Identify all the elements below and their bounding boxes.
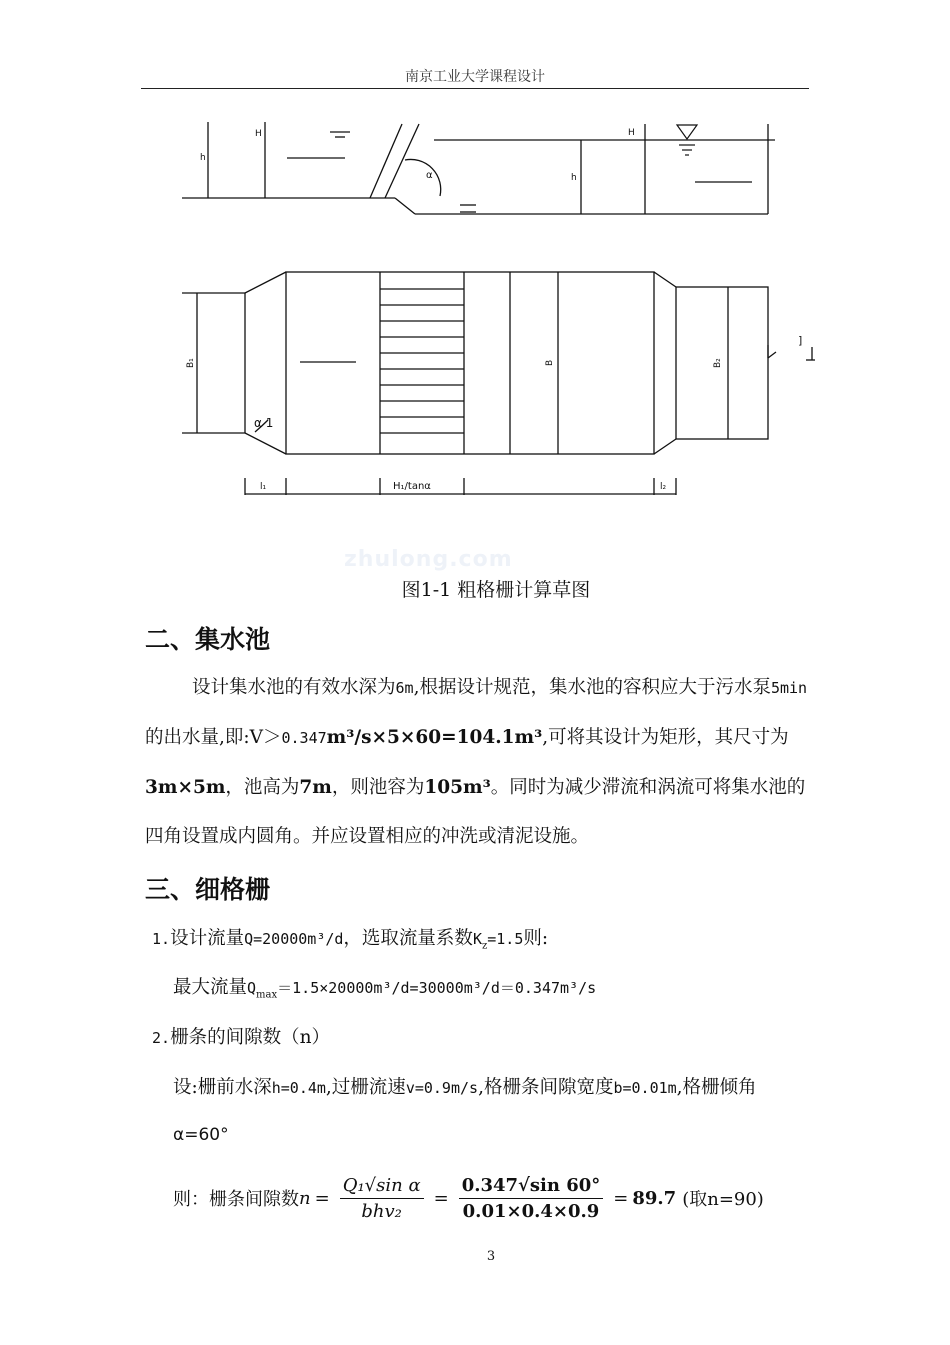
label-l2: l₂ (660, 482, 667, 492)
alpha-line: α=60° (173, 1125, 229, 1145)
label-B1: B₁ (186, 358, 196, 368)
figure-caption: 图1-1 粗格栅计算草图 (401, 579, 591, 601)
elev-drop (395, 198, 415, 214)
label-B: B (545, 359, 555, 366)
plan-taper-in-top (245, 272, 286, 293)
label-H-left: H (255, 129, 262, 139)
label-alpha1: α 1 (254, 416, 274, 430)
label-h-left: h (200, 153, 206, 163)
section-heading-collection-tank: 二、集水池 (145, 625, 271, 654)
plan-grid-bars (380, 289, 464, 433)
plan-taper-out-top (654, 272, 676, 287)
section-heading-fine-screen: 三、细格栅 (145, 875, 271, 904)
gap-count-formula: 则：栅条间隙数 n = $\frac{\text{Q₁√sin α}}{\text{bhv₂}}$ = $\frac{0.347√\sin 60^\circ}{0.01\times 0.4\times 0.9}$ = 89.7 (取n=90) (173, 1174, 764, 1222)
design-flow-line: 1.设计流量Q=20000m³/d，选取流量系数$K_z=1.5$则: (152, 928, 549, 952)
plan-taper-in-bottom (245, 433, 286, 454)
assumptions-line: 设:栅前水深h=0.4m,过栅流速v=0.9m/s,格栅条间隙宽度b=0.01m,格栅倾角 (173, 1077, 757, 1098)
grid-sketch-figure (0, 0, 950, 540)
label-break: ] (798, 334, 803, 347)
label-h-tan: H₁/tanα (393, 481, 431, 492)
max-flow-line: 最大流量$Q_{max}=1.5\times 20000m^3/d=30000m^3/d=0.347m^3/s$ (173, 977, 597, 1001)
watermark: zhulong.com (344, 547, 513, 572)
page-number: 3 (486, 1249, 496, 1264)
elev-angle-arc (405, 159, 441, 196)
collection-tank-paragraph: 设计集水池的有效水深为6m,根据设计规范，集水池的容积应大于污水泵5min的出水量,即:V＞0.347m³/s×5×60=104.1m³,可将其设计为矩形，其尺寸为3m×5m，池高为7m，则池容为105m³。同时为减少滞流和涡流可将集水池的四角设置成内圆角。并应设置相应的冲洗或清泥设施。 (145, 677, 808, 847)
elev-grid-bar-a (370, 124, 402, 198)
plan-channel (286, 272, 654, 454)
plan-taper-out-bottom (654, 439, 676, 454)
label-l1: l₁ (260, 482, 267, 492)
page-header: 南京工业大学课程设计 (405, 69, 545, 85)
label-B2: B₂ (713, 358, 723, 368)
elev-grid-bar-b (385, 124, 419, 198)
formula-symbolic-fraction: $\frac{\text{Q₁√sin α}}{\text{bhv₂}}$ (340, 1175, 424, 1222)
label-H-right: H (628, 128, 635, 138)
bar-gap-count-heading: 2.栅条的间隙数（n） (152, 1027, 330, 1048)
formula-numeric-fraction: $\frac{0.347√\sin 60^\circ}{0.01\times 0.4\times 0.9}$ (459, 1175, 604, 1222)
label-alpha: α (426, 170, 433, 181)
label-h2: h (571, 173, 577, 183)
